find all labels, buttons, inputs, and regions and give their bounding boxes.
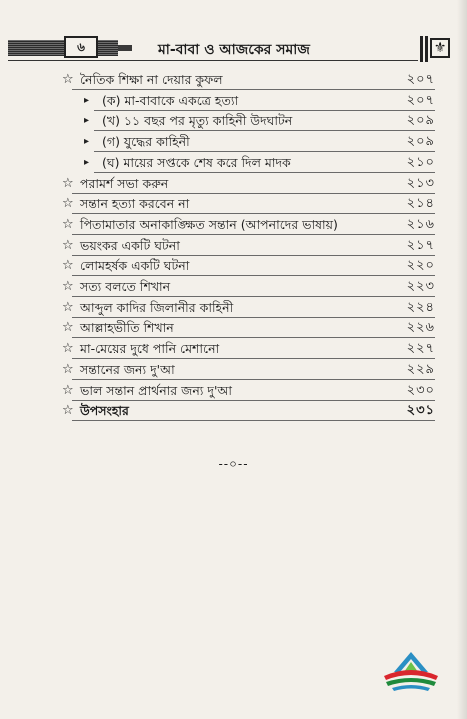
toc-entry (0, 174, 467, 194)
toc-entry-label: (গ) যুদ্ধের কাহিনী (102, 134, 190, 150)
star-icon: ☆ (62, 237, 74, 253)
toc-entry-page: ২০৯ (406, 113, 435, 129)
toc-entry (0, 70, 467, 90)
star-icon: ☆ (62, 258, 74, 274)
star-icon: ☆ (62, 299, 74, 315)
header-emblem (420, 36, 454, 62)
fleur-de-lis-icon: ⚜ (430, 38, 450, 58)
toc-entry (0, 381, 467, 401)
toc-entry-label: আল্লাহভীতি শিখান (80, 320, 174, 336)
toc-entry-label: উপসংহার (80, 403, 129, 419)
toc-entry-label: সত্য বলতে শিখান (80, 279, 171, 294)
toc-entry (0, 318, 467, 338)
toc-entry-page: ২২৩ (406, 279, 435, 294)
toc-entry-page: ২১০ (406, 154, 435, 170)
toc-entry (0, 360, 467, 380)
end-mark: --০-- (218, 457, 249, 471)
toc-entry (0, 401, 467, 421)
star-icon: ☆ (62, 279, 74, 294)
toc-entry-label: সন্তান হত্যা করবেন না (80, 196, 190, 212)
toc-entry-label: ভাল সন্তান প্রার্থনার জন্য দু'আ (80, 382, 232, 398)
toc-entry (0, 339, 467, 359)
emblem-bar (420, 36, 423, 62)
page-number: ৬ (64, 36, 98, 58)
header-decor-tail (118, 45, 132, 51)
toc-entry-page: ২৩০ (406, 382, 435, 398)
header-rule (8, 60, 418, 61)
toc-entry-label: পিতামাতার অনাকাঙ্ক্ষিত সন্তান (আপনাদের ভাষায়) (80, 216, 338, 232)
toc-entry-page: ২২৯ (406, 361, 435, 377)
star-icon: ☆ (62, 196, 74, 212)
toc-entry-label: (ক) মা-বাবাকে একত্রে হত্যা (102, 92, 239, 108)
toc-entry (0, 111, 467, 131)
star-icon: ☆ (62, 320, 74, 336)
toc-entry-page: ২৩১ (406, 403, 435, 419)
star-icon: ☆ (62, 403, 74, 419)
toc-entry (0, 277, 467, 297)
running-header (8, 36, 454, 62)
triangle-bullet-icon: ▸ (84, 115, 90, 127)
toc-entry (0, 153, 467, 173)
toc-entry (0, 132, 467, 152)
toc-entry (0, 91, 467, 111)
toc-entry-page: ২২০ (406, 258, 435, 274)
toc-entry-label: সন্তানের জন্য দু'আ (80, 361, 175, 377)
toc-entry (0, 298, 467, 318)
toc-entry-label: (ঘ) মায়ের সপ্তকে শেষ করে দিল মাদক (102, 154, 291, 170)
toc-entry-label: লোমহর্ষক একটি ঘটনা (80, 258, 190, 274)
toc-entry-page: ২২৪ (406, 299, 435, 315)
toc-entry (0, 236, 467, 256)
toc-entry-label: মা-মেয়ের দুধে পানি মেশানো (80, 341, 220, 357)
toc-entry-label: পরামর্শ সভা করুন (80, 175, 169, 191)
toc-entry-label: আব্দুল কাদির জিলানীর কাহিনী (80, 299, 234, 315)
toc-entry-page: ২১৭ (406, 237, 435, 253)
toc-entry-label: নৈতিক শিক্ষা না দেয়ার কুফল (80, 72, 223, 87)
star-icon: ☆ (62, 341, 74, 357)
toc-entry-underline (72, 420, 435, 421)
toc-entry-page: ২১৪ (406, 196, 435, 212)
toc-entry-page: ২১৬ (406, 216, 435, 232)
emblem-bar (425, 36, 428, 62)
triangle-bullet-icon: ▸ (84, 94, 90, 106)
toc-entry-label: ভয়ংকর একটি ঘটনা (80, 237, 180, 253)
toc-entry-page: ২১৩ (406, 175, 435, 191)
toc-entry-page: ২০৯ (406, 134, 435, 150)
book-title: মা-বাবা ও আজকের সমাজ (158, 42, 310, 58)
publisher-logo-icon (378, 650, 444, 696)
toc-entry-label: (খ) ১১ বছর পর মৃত্যু কাহিনী উদঘাটন (102, 113, 293, 129)
star-icon: ☆ (62, 361, 74, 377)
toc-entry-page: ২২৬ (406, 320, 435, 336)
toc-entry-page: ২০৭ (406, 72, 435, 87)
toc-entry-page: ২০৭ (406, 92, 435, 108)
star-icon: ☆ (62, 72, 74, 87)
star-icon: ☆ (62, 382, 74, 398)
star-icon: ☆ (62, 175, 74, 191)
toc-entry-page: ২২৭ (406, 341, 435, 357)
triangle-bullet-icon: ▸ (84, 136, 90, 148)
toc-entry (0, 194, 467, 214)
toc-entry (0, 256, 467, 276)
header-decor-bar (8, 40, 118, 56)
toc-entry (0, 215, 467, 235)
star-icon: ☆ (62, 216, 74, 232)
triangle-bullet-icon: ▸ (84, 156, 90, 168)
